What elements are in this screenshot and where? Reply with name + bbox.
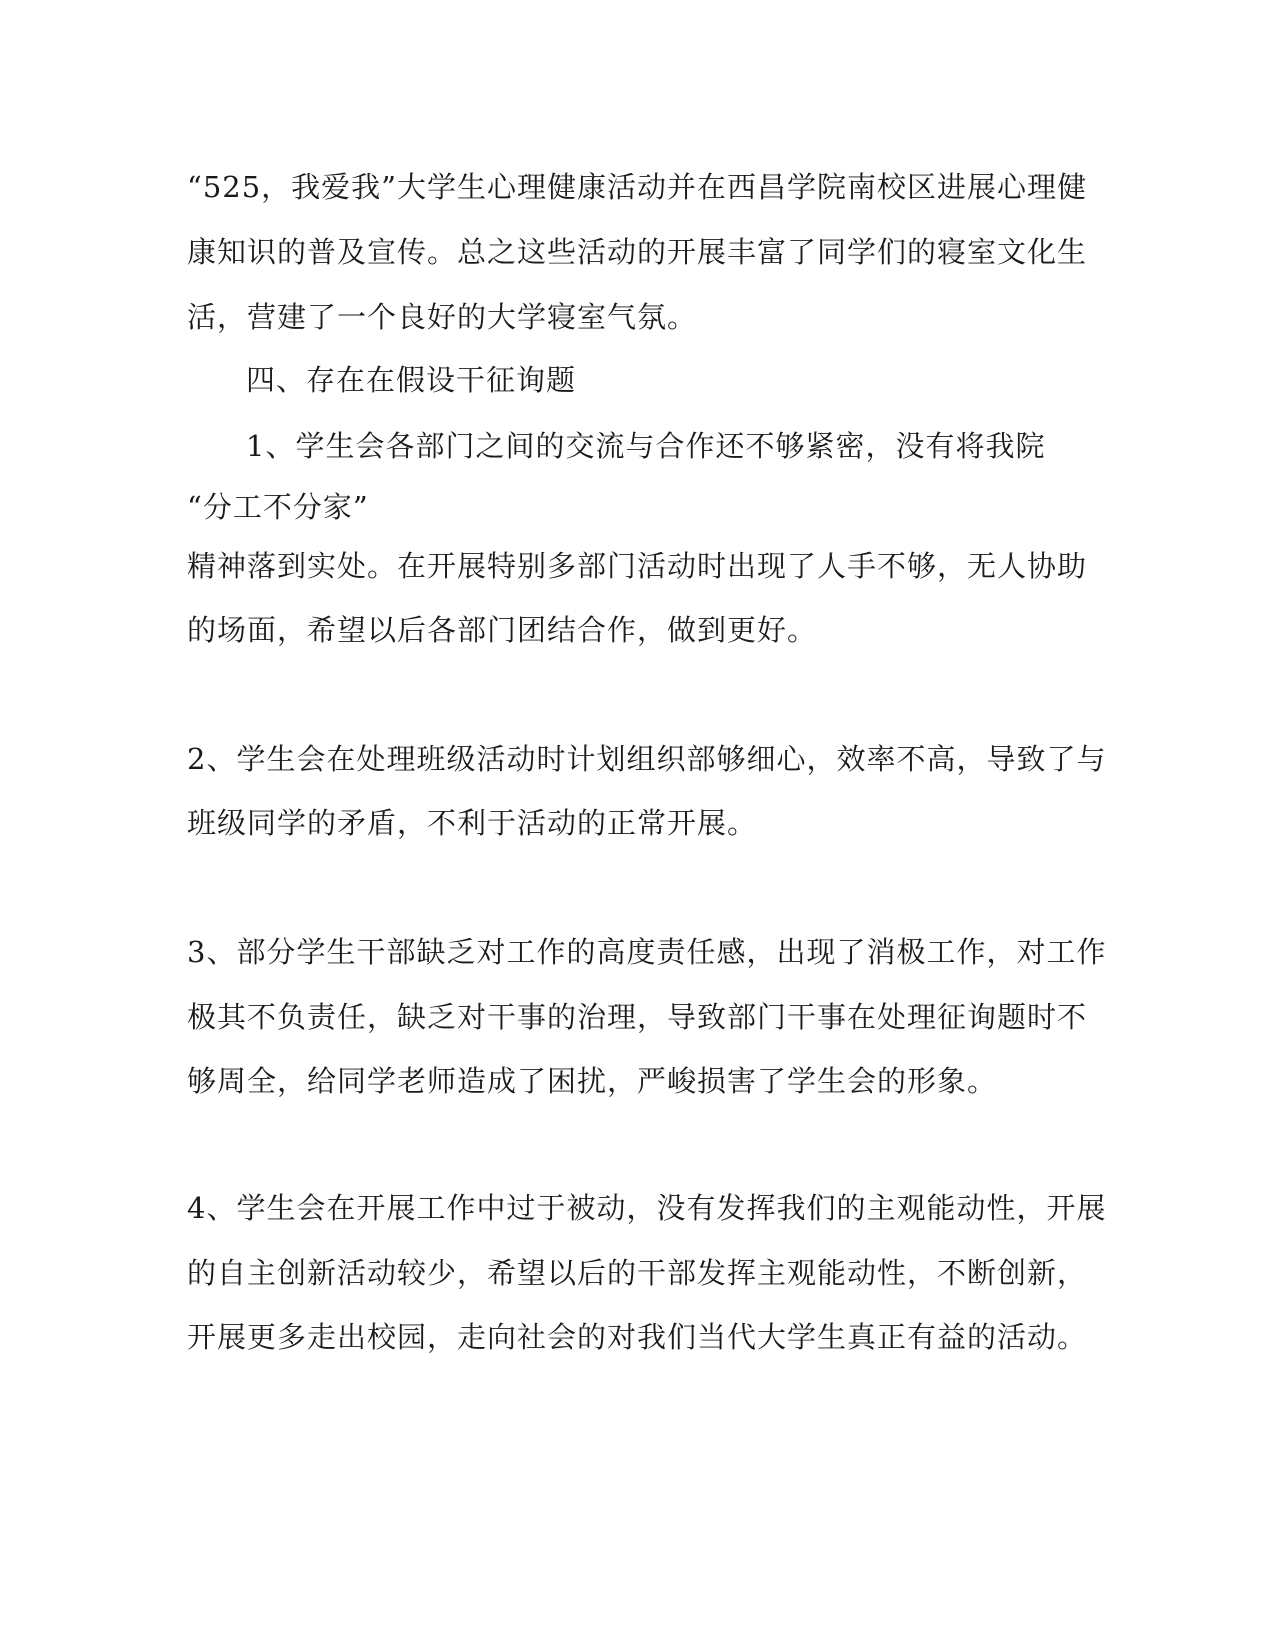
paragraph-line: 极其不负责任，缺乏对干事的治理，导致部门干事在处理征询题时不 — [187, 1000, 1088, 1034]
paragraph-line: 的自主创新活动较少，希望以后的干部发挥主观能动性，不断创新， — [187, 1256, 1088, 1290]
paragraph-line: 开展更多走出校园，走向社会的对我们当代大学生真正有益的活动。 — [187, 1320, 1088, 1354]
paragraph-line: 3、部分学生干部缺乏对工作的高度责任感，出现了消极工作，对工作 — [187, 935, 1107, 969]
section-heading: 四、存在在假设干征询题 — [246, 363, 577, 397]
paragraph-line: 康知识的普及宣传。总之这些活动的开展丰富了同学们的寝室文化生 — [187, 235, 1088, 269]
paragraph-line: “525，我爱我”大学生心理健康活动并在西昌学院南校区进展心理健 — [187, 170, 1088, 204]
paragraph-line: 1、学生会各部门之间的交流与合作还不够紧密，没有将我院 — [246, 429, 1046, 463]
paragraph-line: 精神落到实处。在开展特别多部门活动时出现了人手不够，无人协助 — [187, 549, 1088, 583]
paragraph-line: 的场面，希望以后各部门团结合作，做到更好。 — [187, 613, 818, 647]
paragraph-line: “分工不分家” — [187, 490, 369, 524]
paragraph-line: 4、学生会在开展工作中过于被动，没有发挥我们的主观能动性，开展 — [187, 1191, 1107, 1225]
paragraph-line: 班级同学的矛盾，不利于活动的正常开展。 — [187, 806, 758, 840]
paragraph-line: 够周全，给同学老师造成了困扰，严峻损害了学生会的形象。 — [187, 1064, 998, 1098]
paragraph-line: 2、学生会在处理班级活动时计划组织部够细心，效率不高，导致了与 — [187, 742, 1107, 776]
paragraph-line: 活，营建了一个良好的大学寝室气氛。 — [187, 300, 698, 334]
